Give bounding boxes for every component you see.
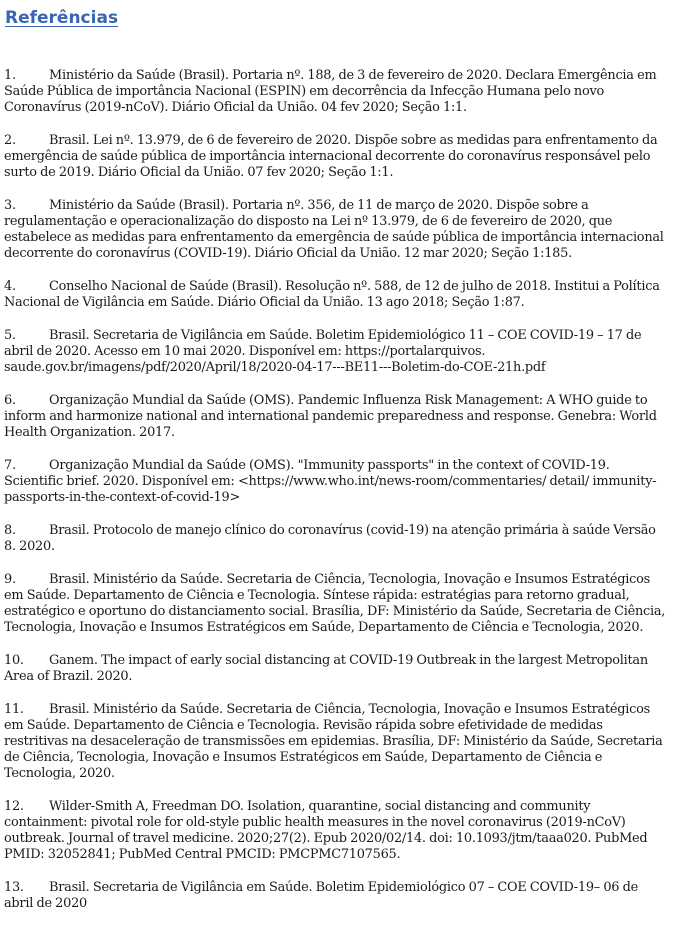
reference-item	[4, 572, 670, 636]
reference-item	[4, 653, 670, 685]
reference-list	[4, 68, 670, 929]
reference-text: Ministério da Saúde (Brasil). Portaria nº. 188, de 3 de fevereiro de 2020. Declara Emergência em Saúde Pública de importância Nacional (ESPIN) em decorrência da Infecção Humana pelo novo Coronavírus (2019-nCoV). Diário Oficial da União. 04 fev 2020; Seção 1:1.	[4, 68, 657, 115]
reference-text: Brasil. Lei nº. 13.979, de 6 de fevereiro de 2020. Dispõe sobre as medidas para enfrentamento da emergência de saúde pública de importância internacional decorrente do coronavírus responsável pelo surto de 2019. Diário Oficial da União. 07 fev 2020; Seção 1:1.	[4, 133, 658, 180]
reference-item	[4, 198, 670, 262]
reference-item	[4, 133, 670, 181]
reference-text: Conselho Nacional de Saúde (Brasil). Resolução nº. 588, de 12 de julho de 2018. Institui a Política Nacional de Vigilância em Saúde. Diário Oficial da União. 13 ago 2018; Seção 1:87.	[4, 279, 660, 310]
reference-text: Brasil. Protocolo de manejo clínico do coronavírus (covid-19) na atenção primária à saúde Versão 8. 2020.	[4, 523, 656, 554]
reference-number: 11.	[4, 702, 24, 717]
reference-item	[4, 880, 670, 912]
page-title: Referências	[5, 8, 119, 28]
reference-text: Brasil. Secretaria de Vigilância em Saúde. Boletim Epidemiológico 07 – COE COVID-19– 06 de abril de 2020	[4, 880, 638, 911]
reference-text: Brasil. Ministério da Saúde. Secretaria de Ciência, Tecnologia, Inovação e Insumos Estratégicos em Saúde. Departamento de Ciência e Tecnologia. Síntese rápida: estratégias para retorno gradual, estratégico e oportuno do distanciamento social. Brasília, DF: Ministério da Saúde, Secretaria de Ciência, Tecnologia, Inovação e Insumos Estratégicos em Saúde, Departamento de Ciência e Tecnologia, 2020.	[4, 572, 666, 635]
reference-item	[4, 393, 670, 441]
reference-number: 2.	[4, 133, 16, 148]
reference-number: 5.	[4, 328, 16, 343]
reference-number: 3.	[4, 198, 16, 213]
reference-text: Ganem. The impact of early social distancing at COVID-19 Outbreak in the largest Metropolitan Area of Brazil. 2020.	[4, 653, 648, 684]
reference-item	[4, 279, 670, 311]
reference-number: 13.	[4, 880, 24, 895]
reference-item	[4, 799, 670, 863]
reference-text: Wilder-Smith A, Freedman DO. Isolation, quarantine, social distancing and community containment: pivotal role for old-style public health measures in the novel coronavirus (2019-nCoV) outbreak. Journal of travel medicine. 2020;27(2). Epub 2020/02/14. doi: 10.1093/jtm/taaa020. PubMed PMID: 32052841; PubMed Central PMCID: PMCPMC7107565.	[4, 799, 648, 862]
reference-number: 7.	[4, 458, 16, 473]
reference-number: 6.	[4, 393, 16, 408]
reference-number: 12.	[4, 799, 24, 814]
reference-number: 4.	[4, 279, 16, 294]
reference-item	[4, 702, 670, 782]
reference-text: Organização Mundial da Saúde (OMS). "Immunity passports" in the context of COVID-19. Scientific brief. 2020. Disponível em: <https://www.who.int/news-room/commentaries/ detail/ immunity-passports-in-the-context-of-covid-19>	[4, 458, 657, 505]
reference-number: 8.	[4, 523, 16, 538]
reference-text: Brasil. Ministério da Saúde. Secretaria de Ciência, Tecnologia, Inovação e Insumos Estratégicos em Saúde. Departamento de Ciência e Tecnologia. Revisão rápida sobre efetividade de medidas restritivas na desaceleração de transmissões em epidemias. Brasília, DF: Ministério da Saúde, Secretaria de Ciência, Tecnologia, Inovação e Insumos Estratégicos em Saúde, Departamento de Ciência e Tecnologia, 2020.	[4, 702, 663, 781]
reference-text: Organização Mundial da Saúde (OMS). Pandemic Influenza Risk Management: A WHO guide to inform and harmonize national and international pandemic preparedness and response. Genebra: World Health Organization. 2017.	[4, 393, 657, 440]
reference-number: 10.	[4, 653, 24, 668]
reference-text: Ministério da Saúde (Brasil). Portaria nº. 356, de 11 de março de 2020. Dispõe sobre a regulamentação e operacionalização do disposto na Lei nº 13.979, de 6 de fevereiro de 2020, que estabelece as medidas para enfrentamento da emergência de saúde pública de importância internacional decorrente do coronavírus (COVID-19). Diário Oficial da União. 12 mar 2020; Seção 1:185.	[4, 198, 664, 261]
reference-item	[4, 458, 670, 506]
reference-text: Brasil. Secretaria de Vigilância em Saúde. Boletim Epidemiológico 11 – COE COVID-19 – 17 de abril de 2020. Acesso em 10 mai 2020. Disponível em: https://portalarquivos. saude.gov.br/imagens/pdf/2020/April/18/2020-04-17---BE11---Boletim-do-COE-21h.pdf	[4, 328, 642, 375]
reference-item	[4, 68, 670, 116]
reference-item	[4, 328, 670, 376]
reference-number: 1.	[4, 68, 16, 83]
reference-item	[4, 523, 670, 555]
reference-number: 9.	[4, 572, 16, 587]
